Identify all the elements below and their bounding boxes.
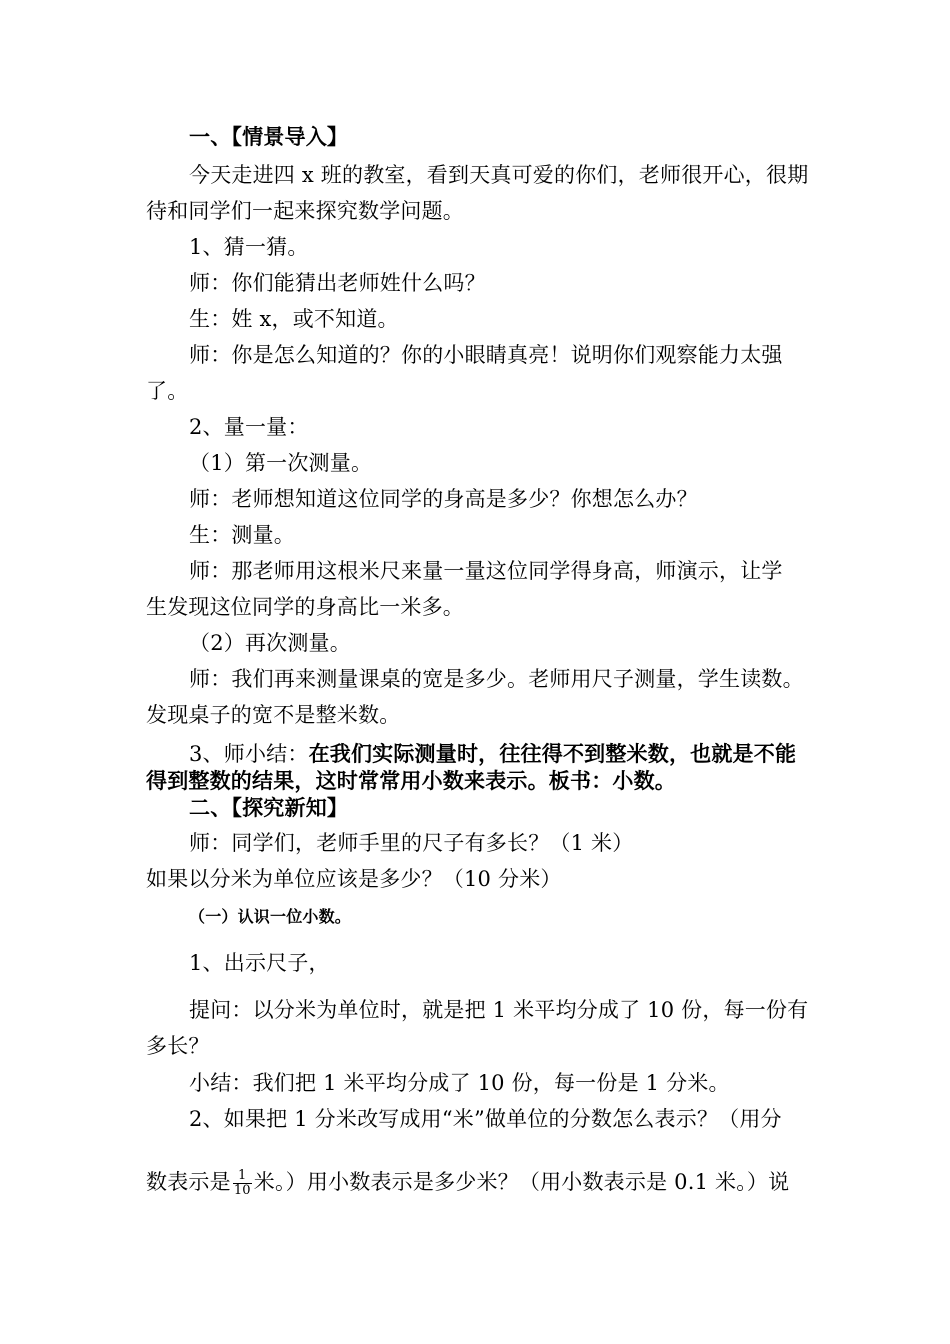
step-guess: 1、猜一猜。 — [189, 235, 309, 259]
fraction-numerator: 1 — [233, 1169, 252, 1184]
dialogue-line: 师：老师想知道这位同学的身高是多少？你想怎么办？ — [189, 487, 698, 511]
dialogue-line: 师：我们再来测量课桌的宽是多少。老师用尺子测量，学生读数。 — [189, 667, 804, 691]
question-line: 2、如果把 1 分米改写成用“米”做单位的分数怎么表示？（用分 — [189, 1107, 782, 1131]
fraction-line-prefix: 数表示是 — [146, 1170, 231, 1194]
summary-line: 小结：我们把 1 米平均分成了 10 份，每一份是 1 分米。 — [189, 1071, 730, 1095]
dialogue-line: 师：你们能猜出老师姓什么吗？ — [189, 271, 486, 295]
summary-bold-line: 得到整数的结果，这时常常用小数来表示。板书：小数。 — [146, 769, 676, 793]
dialogue-line: 了。 — [146, 379, 189, 403]
summary-line — [189, 740, 796, 768]
heading-explore: 二、【探究新知】 — [189, 796, 349, 820]
dialogue-line: 师：同学们，老师手里的尺子有多长？（1 米） — [189, 831, 634, 855]
paragraph-line: 待和同学们一起来探究数学问题。 — [146, 199, 464, 223]
heading-one-decimal: （一）认识一位小数。 — [189, 907, 352, 926]
step-measure: 2、量一量： — [189, 415, 309, 439]
step-show-ruler: 1、出示尺子， — [189, 951, 330, 975]
dialogue-line: 生发现这位同学的身高比一米多。 — [146, 595, 464, 619]
dialogue-line: 生：测量。 — [189, 523, 295, 547]
heading-situation-intro: 一、【情景导入】 — [189, 125, 349, 149]
dialogue-line: 生：姓 x，或不知道。 — [189, 307, 399, 331]
summary-bold: 在我们实际测量时，往往得不到整米数，也就是不能 — [308, 742, 797, 766]
fraction-line — [146, 1168, 789, 1198]
dialogue-line: 如果以分米为单位应该是多少？（10 分米） — [146, 867, 562, 891]
dialogue-line: 师：那老师用这根米尺来量一量这位同学得身高，师演示，让学 — [189, 559, 783, 583]
summary-prefix: 3、师小结： — [189, 742, 309, 766]
fraction-line-suffix: 米。）用小数表示是多少米？（用小数表示是 0.1 米。）说 — [253, 1170, 790, 1194]
sub-step: （2）再次测量。 — [189, 631, 351, 655]
sub-step: （1）第一次测量。 — [189, 451, 373, 475]
question-line: 提问：以分米为单位时，就是把 1 米平均分成了 10 份，每一份有 — [189, 998, 809, 1022]
dialogue-line: 师：你是怎么知道的？你的小眼睛真亮！说明你们观察能力太强 — [189, 343, 783, 367]
paragraph-line: 今天走进四 x 班的教室，看到天真可爱的你们，老师很开心，很期 — [189, 163, 809, 187]
fraction-denominator: 10 — [233, 1183, 251, 1198]
fraction-one-tenth — [233, 1169, 252, 1198]
dialogue-line: 发现桌子的宽不是整米数。 — [146, 703, 401, 727]
question-line: 多长？ — [146, 1034, 210, 1058]
